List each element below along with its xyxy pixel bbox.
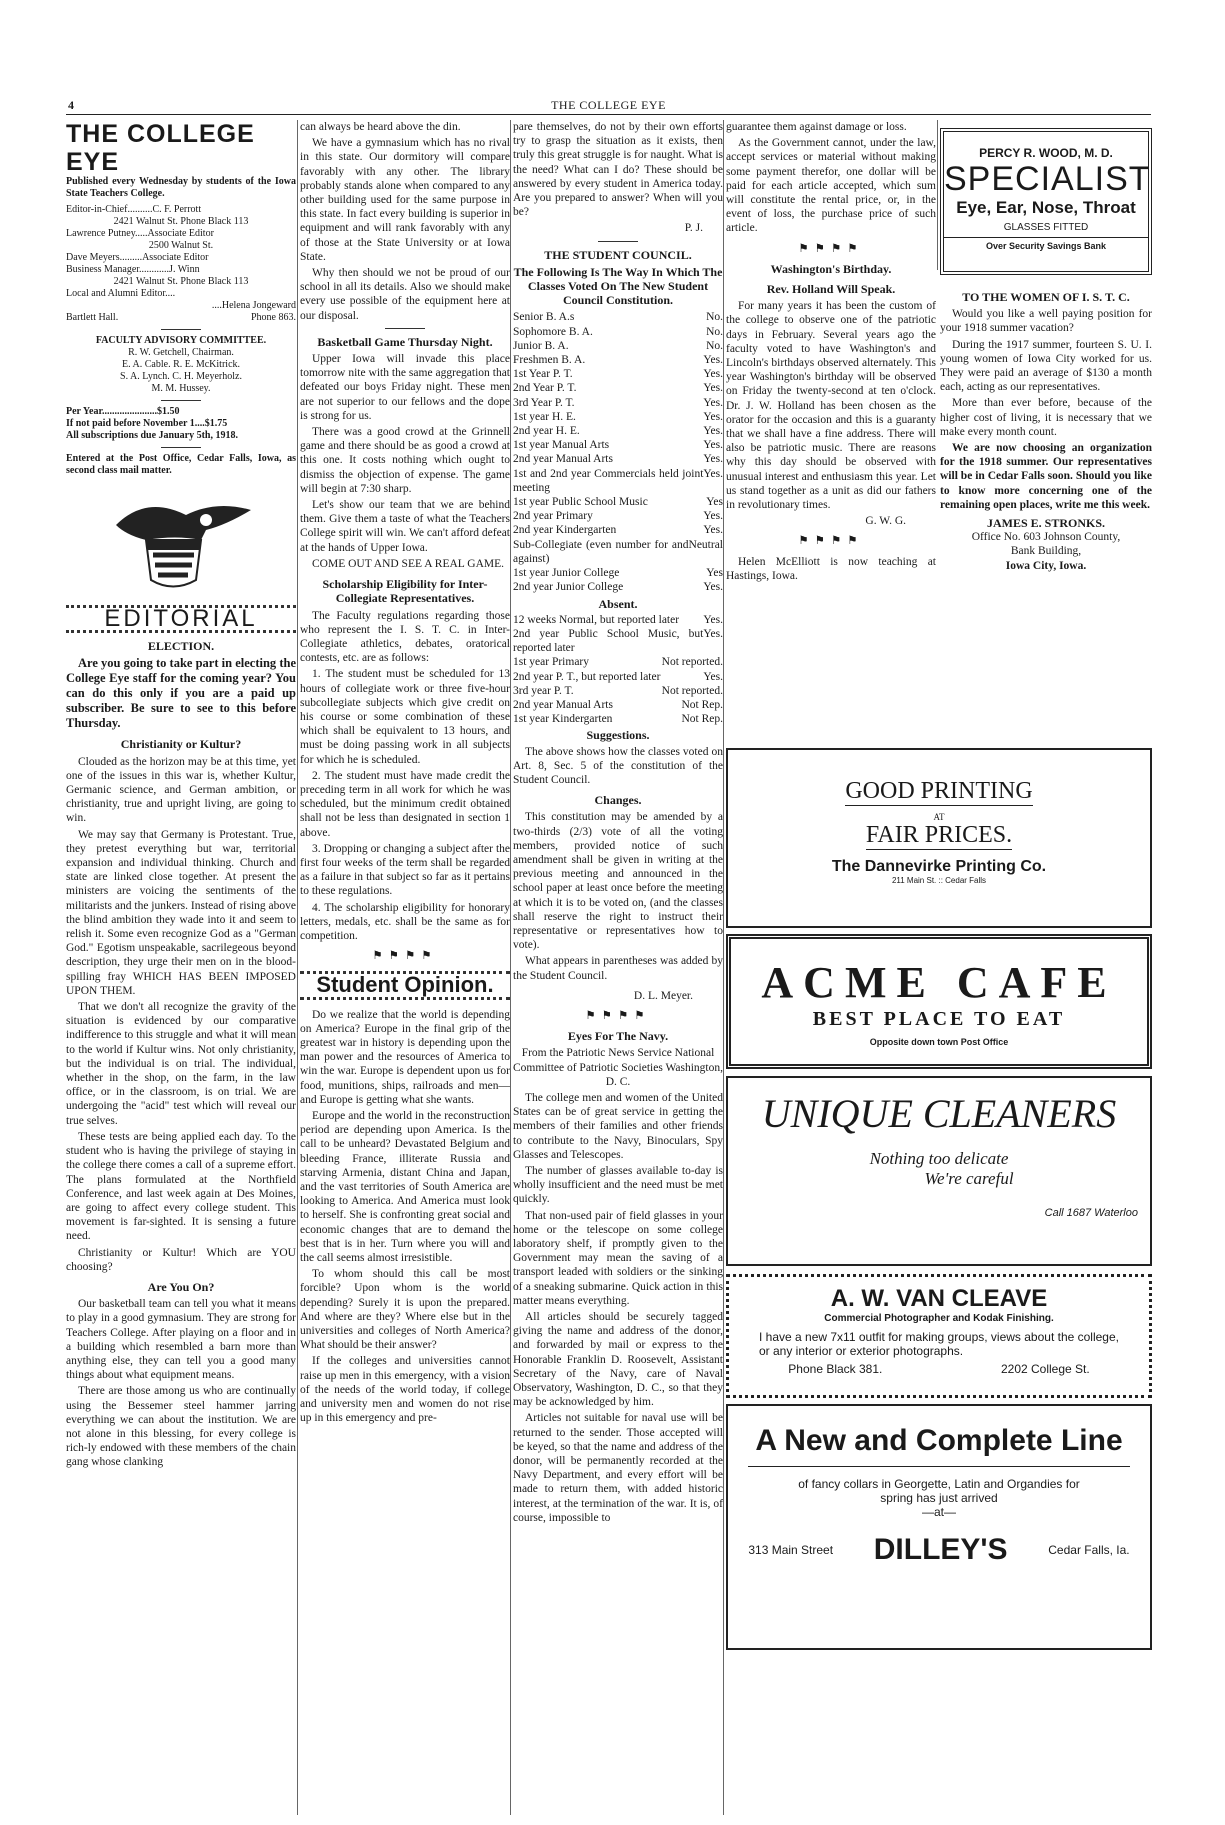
vote-result: Yes. — [703, 396, 723, 409]
paragraph: Articles not suitable for naval use will be returned to the sender. Those accepted will be keyed, so that the name and address of the donor, will be permanently recorded at the Navy Department, and every effort will be made to return them, with added historic interest, at the termination of the war. It is, of course, impossible to — [513, 1412, 723, 1524]
basketball-heading: Basketball Game Thursday Night. — [317, 334, 493, 349]
paragraph: COME OUT AND SEE A REAL GAME. — [312, 557, 504, 570]
flag-ornaments: ⚑⚑⚑⚑ — [798, 242, 864, 255]
vote-result: Yes. — [703, 354, 723, 367]
paragraph: All articles should be securely tagged giving the name and address of the donor, and forwarded by mail or express to the Honorable Franklin D. Roosevelt, Assistant Secretary of the Navy, care of Naval Observatory, Washington, D. C., so that they may be acknowledged by him. — [513, 1311, 723, 1409]
washington-heading: Washington's Birthday. — [770, 261, 892, 276]
ad-text: A. W. VAN CLEAVE — [830, 1285, 1048, 1312]
election-text: Are you going to take part in electing the College Eye staff for the coming year? You can do this only if you are a paid up subscriber. Be sure to see to this before Thursday. — [66, 656, 296, 731]
paragraph: During the 1917 summer, fourteen S. U. I. young women of Iowa City worked for us. They were paid an average of $130 a month each, acting as our representatives. — [940, 338, 1152, 394]
vote-result: Yes. — [703, 670, 723, 683]
ad-text: The Dannevirke Printing Co. — [831, 858, 1047, 875]
women-heading: TO THE WOMEN OF I. S. T. C. — [962, 290, 1130, 304]
ad-text: Over Security Savings Bank — [944, 237, 1148, 251]
column-rule — [510, 120, 511, 1815]
are-you-on-heading: Are You On? — [147, 1279, 215, 1294]
paragraph: We are now choosing an organization for the 1918 summer. Our representatives will be in Cedar Falls soon. Should you like to know more concerning one of the remaining open places, write me this week. — [940, 442, 1152, 511]
vote-row — [513, 627, 723, 655]
vote-result: Yes. — [703, 524, 723, 537]
ad-text: A New and Complete Line — [748, 1424, 1130, 1467]
signature: G. W. G. — [865, 515, 906, 528]
vote-class: 1st and 2nd year Commercials held joint meeting — [513, 467, 704, 494]
vote-result: Not Rep. — [681, 713, 723, 726]
changes-heading: Changes. — [594, 793, 642, 808]
ad-text: We're careful — [924, 1169, 1014, 1188]
paragraph: The college men and women of the United States can be of great service in getting the members of their families and other friends to contribute to the Navy, Binoculars, Spy Glasses and Telescopes. — [513, 1092, 723, 1161]
signature: P. J. — [684, 222, 703, 235]
vote-row — [513, 580, 723, 594]
vote-row — [513, 523, 723, 537]
vote-class: 1st year Public School Music — [513, 496, 648, 509]
student-council-heading: THE STUDENT COUNCIL. — [544, 247, 692, 262]
flag-ornaments: ⚑⚑⚑⚑ — [585, 1009, 651, 1022]
vote-result: Yes — [706, 567, 723, 580]
washington-subheading: Rev. Holland Will Speak. — [766, 282, 896, 297]
divider — [161, 400, 201, 401]
vote-row — [513, 310, 723, 324]
vote-class: 2nd year Primary — [513, 510, 593, 523]
vote-class: Sub-Collegiate (even number for and against) — [513, 538, 689, 565]
vote-row — [513, 438, 723, 452]
divider — [161, 329, 201, 330]
staff-line: ....Helena Jongeward — [211, 300, 296, 311]
column-1 — [66, 120, 296, 1820]
navy-source: From the Patriotic News Service National Committee of Patriotic Societies Washington, D. C. — [513, 1047, 723, 1088]
election-heading: ELECTION. — [147, 639, 215, 654]
ad-text: Opposite down town Post Office — [869, 1037, 1009, 1047]
vote-row — [513, 566, 723, 580]
flag-ornaments: ⚑⚑⚑⚑ — [372, 950, 438, 963]
staff-line: Dave Meyers.........Associate Editor — [66, 252, 209, 263]
vote-row — [513, 396, 723, 410]
staff-list — [66, 204, 296, 324]
vote-row — [513, 467, 723, 495]
paragraph: Christianity or Kultur! Which are YOU choosing? — [66, 1246, 296, 1273]
faculty-line: S. A. Lynch. C. H. Meyerholz. — [120, 371, 242, 382]
paragraph: Let's show our team that we are behind them. Give them a taste of what the Teachers College spirit will win. We can't afford defeat at the hands of Upper Iowa. — [300, 499, 510, 554]
paragraph: As the Government cannot, under the law, accept services or material without making some payment therefor, one dollar will be paid for each article accepted, which sum will constitute the rental price, or, in the event of loss, the purchase price of such article. — [726, 137, 936, 235]
vote-class: 1st year Kindergarten — [513, 713, 613, 726]
vote-row — [513, 367, 723, 381]
vote-result: Yes. — [703, 368, 723, 381]
ad-text: FAIR PRICES. — [865, 822, 1013, 848]
ad-van-cleave — [726, 1274, 1152, 1398]
vote-row — [513, 452, 723, 466]
vote-class: 1st year Manual Arts — [513, 439, 610, 452]
address-line: Iowa City, Iowa. — [1005, 559, 1087, 572]
staff-line: Editor-in-Chief..........C. F. Perrott — [66, 204, 202, 215]
column-4-top — [726, 120, 936, 740]
staff-line: 2421 Walnut St. Phone Black 113 — [113, 276, 249, 287]
vote-class: Junior B. A. — [513, 339, 569, 352]
paragraph: Would you like a well paying position for your 1918 summer vacation? — [940, 308, 1152, 335]
vote-list — [513, 310, 723, 594]
paragraph: Europe and the world in the reconstruction period are depending upon America. Is the call to be unheard? Devastated Belgium and bleeding France, illiterate Russia and starving Armenia, distant China and Japan, and the vast territories of South America are looking to America. And America must look to herself. She is confronting great social and economic changes that are to demand the best that is in her. Turn where you will and the call seems almost irresistible. — [300, 1110, 510, 1265]
paragraph: To whom should this call be most forcible? Upon whom is the world depending? Surely it is upon the prepared. And where are they? Where else but in the universities and colleges of North America? What should be their answer? — [300, 1268, 510, 1352]
ad-text: Cedar Falls, Ia. — [1048, 1543, 1130, 1557]
ad-text: of fancy collars in Georgette, Latin and Organdies for spring has just arrived — [798, 1477, 1080, 1505]
vote-class: Sophomore B. A. — [513, 325, 593, 338]
vote-class: Senior B. A.s — [513, 311, 575, 324]
paragraph: These tests are being applied each day. To the student who is having the privilege of staying in the college there comes a call of a supreme effort. The plans formulated at the Northfield Conference, and last week again at Des Moines, are going to affect every college student. This movement is far-sighted. It is sensing a future need. — [66, 1130, 296, 1243]
scholarship-heading: Scholarship Eligibility for Inter-Collegiate Representatives. — [322, 577, 488, 606]
paragraph: More than ever before, because of the higher cost of living, it is necessary that we make every month count. — [940, 397, 1152, 438]
staff-line: Bartlett Hall. — [66, 312, 119, 323]
ad-text: Call 1687 Waterloo — [1044, 1207, 1138, 1219]
ad-text: 313 Main Street — [748, 1543, 834, 1557]
paragraph: That we don't all recognize the gravity of the situation is evidenced by our comparative indifference to this struggle and what it will mean to the world if Kultur wins. Not only christianity, but the individual is on trial. The individual, whether in the shop, on the farm, in the law office, or in the classroom, is on trial. We are undergoing the "acid" test which will reveal our true selves. — [66, 1001, 296, 1127]
column-5 — [940, 284, 1152, 573]
absent-list — [513, 613, 723, 727]
paragraph: 4. The scholarship eligibility for honorary letters, medals, etc. shall be the same as for competition. — [300, 901, 510, 942]
paragraph: This constitution may be amended by a two-thirds (2/3) vote of all the voting members, provided notice of such amendment shall be given in writing at the previous meeting and announced in the school paper at least once before the meeting at which it is to be voted on, (and the classes shall reserve the right to instruct their representative or representatives how to vote). — [513, 811, 723, 952]
ad-text: GOOD PRINTING — [845, 778, 1033, 804]
vote-row — [513, 670, 723, 684]
vote-class: 12 weeks Normal, but reported later — [513, 613, 680, 626]
flag-ornaments: ⚑⚑⚑⚑ — [798, 535, 864, 548]
paragraph: We may say that Germany is Protestant. True, they pretest everything but war, territorial expansion and individual thinking. Church and state are linked close together. At present the ministers are voicing the sentiments of the militarists and the junkers. Instead of rising above the blind ambition they wade into it and seem to relish it. Some even recognize God as a "German God." Egotism unspeakable, sacrilegeous beyond description, they urge their men on in the blood-spilling fray WHICH HAS BEEN IMPOSED UPON THEM. — [66, 828, 296, 997]
vote-result: No. — [706, 339, 723, 352]
paragraph: The above shows how the classes voted on Art. 8, Sec. 5 of the constitution of the Student Council. — [513, 745, 723, 786]
paragraph: There are those among us who are continually using the Bessemer steel hammer jarring everything we can about the institution. We are not alone in this blessing, for every college is rich-ly endowed with these members of the chain gang whose clanking — [66, 1385, 296, 1469]
ad-text: GLASSES FITTED — [1003, 222, 1089, 233]
vote-class: 3rd Year P. T. — [513, 396, 575, 409]
ad-dannevirke-printing: GOOD PRINTING AT FAIR PRICES. The Dannevirke Printing Co. 211 Main St. :: Cedar Falls — [726, 748, 1152, 928]
ad-text: Eye, Ear, Nose, Throat — [956, 198, 1136, 217]
vote-row — [513, 538, 723, 566]
vote-row — [513, 410, 723, 424]
ad-text: Commercial Photographer and Kodak Finishing. — [824, 1313, 1054, 1324]
vote-class: 2nd year Manual Arts — [513, 453, 613, 466]
vote-class: 1st year Junior College — [513, 567, 620, 580]
paragraph: 2. The student must have made credit the preceding term in all work for which he was scheduled, but the minimum credit obtained shall not be less than designated in section 1 above. — [300, 769, 510, 839]
vote-result: Not Rep. — [681, 698, 723, 711]
column-rule — [297, 120, 298, 1815]
paragraph: Our basketball team can tell you what it means to play in a good gymnasium. They are strong for Teachers College. After playing on a floor and in a building which resembled a barn more than anything else, they can tell you a good many things about what equipment means. — [66, 1298, 296, 1382]
paragraph: Do we realize that the world is depending on America? Europe in the final grip of the greatest war in history is depending upon the man power and the resources of America to win the war. Europe is dependent upon us for food, munitions, ships, railroads and men—and Europe is getting what she wants. — [300, 1008, 510, 1106]
vote-result: Yes. — [703, 453, 723, 466]
staff-line: 2421 Walnut St. Phone Black 113 — [113, 216, 249, 227]
staff-line: 2500 Walnut St. — [148, 240, 214, 251]
vote-result: Yes. — [703, 467, 723, 480]
ad-text: I have a new 7x11 outfit for making groups, views about the college, or any interior or exterior photographs. — [759, 1330, 1119, 1358]
vote-row — [513, 381, 723, 395]
vote-class: 1st year H. E. — [513, 410, 576, 423]
column-rule — [937, 120, 938, 270]
running-title: THE COLLEGE EYE — [551, 98, 666, 112]
paragraph: We have a gymnasium which has no rival in this state. Our dormitory will compare favorably with any other. The library probably stands alone when compared to any other building used for the same purpose in this state. In fact every building is superior in equipment and will rank favorably with any of those at the State University or at Iowa State. — [300, 137, 510, 263]
ad-text: Phone Black 381. — [788, 1362, 883, 1376]
vote-row — [513, 495, 723, 509]
suggestions-heading: Suggestions. — [586, 728, 650, 743]
vote-row — [513, 424, 723, 438]
column-2 — [300, 120, 510, 1820]
faculty-line: E. A. Cable. R. E. McKitrick. — [121, 359, 241, 370]
rate-line: If not paid before November 1....$1.75 — [66, 418, 228, 429]
header-rule — [66, 114, 1151, 115]
vote-row — [513, 655, 723, 669]
staff-line: Phone 863. — [251, 312, 296, 323]
vote-result: Yes. — [703, 510, 723, 523]
masthead-title: THE COLLEGE EYE — [66, 120, 255, 176]
vote-row — [513, 509, 723, 523]
paragraph: 3. Dropping or changing a subject after the first four weeks of the term shall be regarded as a failure in that subject so far as it pertains to these regulations. — [300, 842, 510, 898]
vote-class: 2nd Year P. T. — [513, 382, 577, 395]
ad-text: 2202 College St. — [1000, 1362, 1090, 1376]
faculty-title: FACULTY ADVISORY COMMITTEE. — [95, 335, 267, 346]
page-number: 4 — [68, 98, 74, 112]
vote-class: 3rd year P. T. — [513, 684, 574, 697]
student-opinion-banner: Student Opinion. — [300, 971, 510, 999]
ad-text: PERCY R. WOOD, M. D. — [979, 146, 1113, 160]
vote-result: Not reported. — [661, 684, 723, 697]
vote-result: Yes. — [703, 581, 723, 594]
vote-row — [513, 698, 723, 712]
paragraph: Helen McElliott is now teaching at Hastings, Iowa. — [726, 555, 936, 582]
ad-unique-cleaners — [726, 1076, 1152, 1266]
vote-row — [513, 339, 723, 353]
faculty-line: R. W. Getchell, Chairman. — [128, 347, 234, 358]
divider — [598, 241, 638, 242]
ad-text: ACME CAFE — [761, 958, 1117, 1007]
vote-result: Neutral — [688, 538, 723, 551]
signature: D. L. Meyer. — [633, 989, 693, 1002]
ad-text: BEST PLACE TO EAT — [812, 1008, 1066, 1030]
vote-class: Freshmen B. A. — [513, 354, 586, 367]
paragraph: can always be heard above the din. — [300, 121, 461, 133]
vote-class: 2nd year Junior College — [513, 581, 624, 594]
masthead-published: Published every Wednesday by students of the Iowa State Teachers College. — [66, 176, 296, 199]
ad-text: Cedar Falls — [945, 876, 987, 885]
vote-result: Not reported. — [661, 656, 723, 669]
vote-class: 1st Year P. T. — [513, 368, 573, 381]
vote-class: 1st year Primary — [513, 656, 590, 669]
paragraph: pare themselves, do not by their own efforts try to grasp the situation as it exists, then truly this great struggle is for naught. What is the need? What can I do? These should be answered by every student in America today. Are you prepared to answer? When will you be? — [513, 121, 723, 219]
paragraph: That non-used pair of field glasses in your home or the telescope on some college laboratory shelf, if promptly given to the Government may mean the saving of a transport leaded with soldiers or the sinking of a sneaking submarine. Quick action in this matter means everything. — [513, 1209, 723, 1307]
ad-text: —at— — [921, 1505, 956, 1519]
rate-line: All subscriptions due January 5th, 1918. — [66, 430, 238, 441]
vote-class: 2nd year Public School Music, but reported later — [513, 627, 704, 655]
paragraph: Upper Iowa will invade this place tomorrow nite with the same aggregation that defeated our boys Friday night. These men are not superior to our fellows and the dope is strong for us. — [300, 353, 510, 422]
vote-row — [513, 712, 723, 726]
ad-text: UNIQUE CLEANERS — [761, 1091, 1117, 1136]
ad-dilleys — [726, 1404, 1152, 1650]
paragraph: There was a good crowd at the Grinnell game and there should be as good a crowd at this one. It costs nothing which ought to dismiss the objection of expense. The game will begin at 7:30 sharp. — [300, 426, 510, 495]
divider — [385, 328, 425, 329]
vote-class: 2nd year P. T., but reported later — [513, 670, 661, 683]
divider — [161, 447, 201, 448]
vote-row — [513, 325, 723, 339]
vote-result: No. — [706, 325, 723, 338]
editorial-banner: EDITORIAL — [66, 605, 296, 633]
vote-row — [513, 684, 723, 698]
ad-text: Nothing too delicate — [869, 1149, 1009, 1168]
paragraph: 1. The student must be scheduled for 13 hours of collegiate work or three five-hour subcollegiate subjects which give credit on his course or some combination of these which shall be equivalent to 13 hours, and must be doing passing work in all subjects for which he is scheduled. — [300, 668, 510, 766]
vote-result: Yes. — [703, 410, 723, 423]
paragraph: The number of glasses available to-day is wholly insufficient and the need must be met quickly. — [513, 1165, 723, 1206]
vote-result: Yes — [706, 496, 723, 509]
column-rule — [723, 120, 724, 1815]
paragraph: For many years it has been the custom of the college to observe one of the patriotic days in February. Several years ago the faculty voted to have Washington's and Lincoln's birthdays observed alternately. This year Washington's birthday will be observed on Friday the twenty-second at ten o'clock. Dr. J. W. Holland has been chosen as the orator for the occasion and this is a guaranty that we shall have a fine address. There will also be patriotic music. There are reasons why this day should be observed with unusual interest and enthusiasm this year. Let us stand together as a unit as did our fathers in revolutionary times. — [726, 300, 936, 512]
signature: JAMES E. STRONKS. — [986, 516, 1106, 531]
vote-result: Yes. — [703, 439, 723, 452]
address-line: Bank Building, — [1010, 545, 1082, 558]
vote-result: Yes. — [703, 425, 723, 438]
vote-row — [513, 353, 723, 367]
vote-result: Yes. — [703, 613, 723, 626]
ad-text: 211 Main St. — [891, 876, 937, 885]
staff-line: Lawrence Putney.....Associate Editor — [66, 228, 214, 239]
ad-acme-cafe — [726, 934, 1152, 1069]
paragraph: The Faculty regulations regarding those who represent the I. S. T. C. in Inter-Collegiate athletics, debates, oratorical contests, etc. are as follows: — [300, 609, 510, 665]
staff-line: Local and Alumni Editor.... — [66, 288, 176, 299]
christianity-heading: Christianity or Kultur? — [120, 737, 242, 752]
paragraph: What appears in parentheses was added by the Student Council. — [513, 955, 723, 982]
student-council-subheading: The Following Is The Way In Which The Classes Voted On The New Student Council Constitution. — [513, 264, 723, 308]
eagle-shield-illustration — [106, 485, 256, 595]
address-line: Office No. 603 Johnson County, — [971, 531, 1121, 544]
ad-text: DILLEY'S — [873, 1533, 1008, 1566]
absent-heading: Absent. — [598, 596, 638, 611]
vote-class: 2nd year Manual Arts — [513, 698, 613, 711]
rate-line: Per Year......................$1.50 — [66, 406, 180, 417]
paragraph: Why then should we not be proud of our school in all its details. Also we should make every use possible of the equipment here at our disposal. — [300, 267, 510, 322]
staff-line: Business Manager............J. Winn — [66, 264, 200, 275]
vote-class: 2nd year Kindergarten — [513, 524, 617, 537]
navy-heading: Eyes For The Navy. — [567, 1029, 669, 1044]
paragraph: guarantee them against damage or loss. — [726, 121, 907, 133]
vote-result: Yes. — [703, 382, 723, 395]
vote-class: 2nd year H. E. — [513, 425, 580, 438]
page-header — [66, 96, 1151, 116]
column-3 — [513, 120, 723, 1820]
paragraph: Clouded as the horizon may be at this time, yet one of the issues in this war is, whether Kultur, Germanic science, and German ambition, or christianity, true and upright living, are going to win. — [66, 755, 296, 825]
ad-text: SPECIALIST — [944, 160, 1151, 198]
vote-row — [513, 613, 723, 627]
entered-note: Entered at the Post Office, Cedar Falls, Iowa, as second class mail matter. — [66, 453, 296, 476]
vote-result: Yes. — [703, 627, 723, 640]
faculty-line: M. M. Hussey. — [151, 383, 211, 394]
ad-percy-wood — [940, 128, 1152, 275]
vote-result: No. — [706, 311, 723, 324]
paragraph: If the colleges and universities cannot raise up men in this emergency, with a vision of the needs of the world today, if college and university men and women do not rise up in this emergency and pre- — [300, 1355, 510, 1425]
ad-text: AT — [933, 812, 945, 822]
